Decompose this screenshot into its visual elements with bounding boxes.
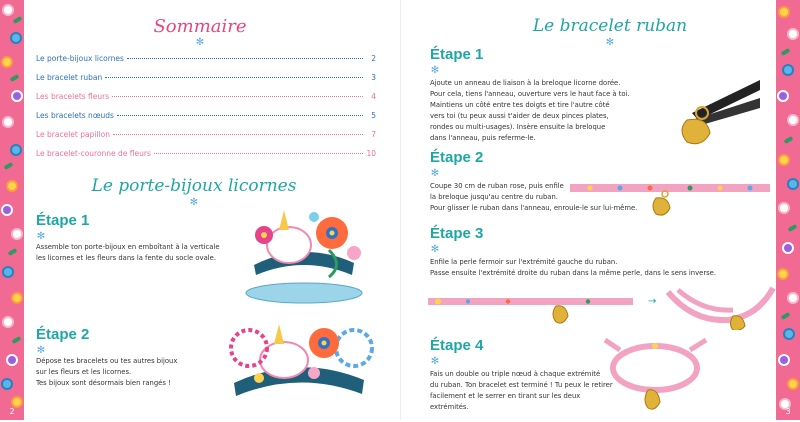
toc-item-title: Les bracelets fleurs bbox=[36, 92, 110, 101]
toc-item-title: Les bracelets nœuds bbox=[36, 111, 114, 120]
table-of-contents bbox=[36, 54, 376, 168]
page-number-left: 2 bbox=[9, 407, 15, 416]
sparkle-icon: ✻ bbox=[36, 231, 46, 242]
ribbon-bead-steps-image bbox=[428, 282, 776, 330]
left-page bbox=[24, 0, 400, 420]
toc-item-title: Le porte-bijoux licornes bbox=[36, 54, 124, 63]
step-1-title: Étape 1 bbox=[36, 212, 90, 229]
section-title: Le porte-bijoux licornes bbox=[91, 176, 297, 196]
toc-item[interactable] bbox=[36, 111, 376, 130]
sparkle-icon: ✻ bbox=[189, 197, 199, 208]
step-2-title: Étape 2 bbox=[36, 326, 90, 343]
step-4-title: Étape 4 bbox=[430, 337, 484, 354]
step-2-text: Coupe 30 cm de ruban rose, puis enfile la breloque jusqu'au centre du ruban. Pour glisser le ruban dans l'anneau, enroule-le sur lui-même. bbox=[430, 182, 638, 212]
step-3-text: Enfile la perle fermoir sur l'extrémité gauche du ruban. Passe ensuite l'extrémité droite du ruban dans la même perle, dans le sens inverse. bbox=[430, 258, 716, 277]
toc-item[interactable] bbox=[36, 130, 376, 149]
toc-item-title: Le bracelet papillon bbox=[36, 130, 110, 139]
toc-item-page: 4 bbox=[371, 92, 376, 101]
step-1-text: Assemble ton porte-bijoux en emboîtant à la verticale les licornes et les fleurs dans la fente du socle ovale. bbox=[36, 243, 220, 262]
step-4-text: Fais un double ou triple nœud à chaque extrémité du ruban. Ton bracelet est terminé ! Tu peux le retirer facilement et le serrer en tirant sur les deux extrémités. bbox=[430, 370, 613, 411]
toc-item-page: 5 bbox=[371, 111, 376, 120]
jewelry-holder-image bbox=[234, 205, 374, 305]
page-number-right: 3 bbox=[785, 407, 791, 416]
svg-text:→: → bbox=[648, 296, 657, 307]
pliers-charm-image bbox=[662, 58, 762, 148]
page-title: Le bracelet ruban bbox=[532, 16, 688, 36]
toc-title: Sommaire bbox=[153, 16, 247, 37]
floral-border-left bbox=[0, 0, 24, 420]
step-1-title: Étape 1 bbox=[430, 46, 484, 63]
toc-item-title: Le bracelet-couronne de fleurs bbox=[36, 149, 151, 158]
toc-item[interactable] bbox=[36, 54, 376, 73]
step-3-title: Étape 3 bbox=[430, 225, 484, 242]
sparkle-icon: ✻ bbox=[430, 168, 440, 179]
step-2-title: Étape 2 bbox=[430, 149, 484, 166]
finished-bracelet-image bbox=[600, 330, 710, 418]
sparkle-icon: ✻ bbox=[430, 65, 440, 76]
step-1-text: Ajoute un anneau de liaison à la breloque licorne dorée. Pour cela, tiens l'anneau, ouverture vers le haut face à toi. Maintiens un côté entre tes doigts et tire l'autre côté vers toi (tu peux aussi t'aider de deux pinces plates, rondes ou multi-usages). Insère ensuite la breloque dans l'anneau, puis referme-le. bbox=[430, 79, 630, 142]
toc-item-title: Le bracelet ruban bbox=[36, 73, 103, 82]
jewelry-holder-with-bracelets-image bbox=[214, 318, 384, 416]
sparkle-icon: ✻ bbox=[430, 356, 440, 367]
toc-item[interactable] bbox=[36, 92, 376, 111]
floral-border-right bbox=[776, 0, 800, 420]
sparkle-icon: ✻ bbox=[605, 37, 615, 48]
toc-item-page: 7 bbox=[371, 130, 376, 139]
sparkle-icon: ✻ bbox=[36, 345, 46, 356]
toc-item-page: 2 bbox=[371, 54, 376, 63]
right-page bbox=[400, 0, 776, 420]
step-2-text: Dépose tes bracelets ou tes autres bijoux sur les fleurs et les licornes. Tes bijoux sont désormais bien rangés ! bbox=[36, 357, 178, 387]
ribbon-charm-image bbox=[570, 178, 770, 220]
toc-item-page: 10 bbox=[366, 149, 376, 158]
sparkle-icon: ✻ bbox=[195, 37, 205, 48]
toc-item[interactable] bbox=[36, 149, 376, 168]
toc-item-page: 3 bbox=[371, 73, 376, 82]
toc-item[interactable] bbox=[36, 73, 376, 92]
sparkle-icon: ✻ bbox=[430, 244, 440, 255]
